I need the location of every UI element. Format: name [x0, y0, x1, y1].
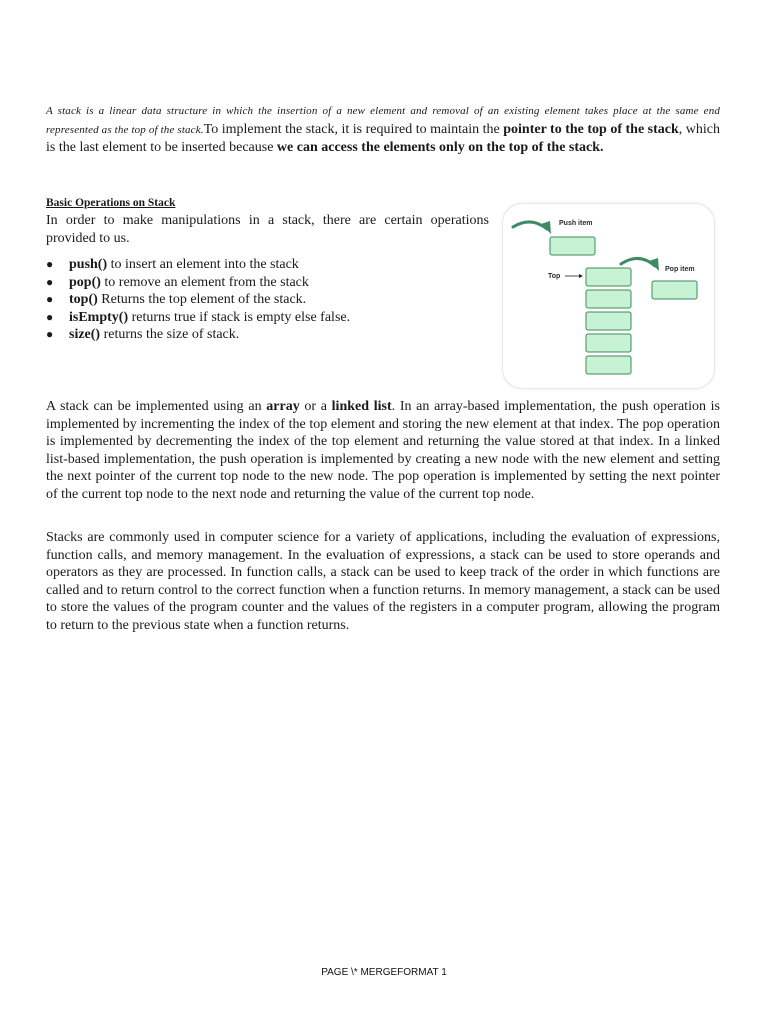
list-item [46, 326, 486, 344]
bullet-icon: ● [46, 327, 54, 341]
implementation-paragraph [46, 398, 720, 503]
stack-diagram-svg [503, 204, 714, 388]
operation-desc: to insert an element into the stack [107, 257, 299, 272]
bullet-icon: ● [46, 274, 54, 289]
bullet-icon: ● [46, 292, 54, 306]
push-item-label: Push item [559, 220, 593, 227]
stack-diagram [502, 203, 715, 389]
intro-paragraph [46, 102, 720, 157]
impl-text-3: . In an array-based implementation, the push operation is implemented by incrementing the index of the top element and storing the new element at that index. The pop operation is implemented by decrementing the index of the top element and returning the value stored at that index. In a linked list-based implementation, the push operation is implemented by creating a new node with the new element and setting the next pointer of the current top node to the new node. The pop operation is implemented by setting the next pointer of the current top node to the next node and returning the value of the current top node. [46, 399, 720, 502]
stack-element-box [586, 268, 631, 286]
operations-intro: In order to make manipulations in a stack, there are certain operations provided to us. [46, 213, 489, 246]
stack-element-box [586, 290, 631, 308]
list-item [46, 291, 486, 309]
operation-name: size() [69, 327, 101, 342]
pop-item-label: Pop item [665, 266, 695, 273]
operation-desc: to remove an element from the stack [100, 274, 309, 290]
top-label: Top [548, 273, 561, 280]
stack-element-box [586, 312, 631, 330]
operation-name: pop() [69, 274, 101, 290]
operation-name: top() [69, 292, 98, 307]
impl-text-1: A stack can be implemented using an [46, 399, 267, 414]
bullet-icon: ● [46, 257, 54, 271]
intro-text-2: , which is the last element to be inserted because [46, 121, 720, 155]
intro-bold-2: we can access the elements only on the top of the stack. [276, 140, 604, 155]
list-item [46, 309, 486, 327]
operation-desc: Returns the top element of the stack. [97, 292, 307, 307]
intro-bold-1: pointer to the top of the stack [503, 121, 679, 137]
pop-arrow-icon [621, 258, 655, 266]
list-item [46, 274, 486, 292]
document-page [46, 0, 720, 1024]
intro-italic-lead: A stack is a linear data structure in which the insertion of a new element and removal of an existing element takes place at the same end represented as the top of the stack. [46, 105, 720, 136]
applications-paragraph: Stacks are commonly used in computer science for a variety of applications, including the evaluation of expressions, function calls, and memory management. In the evaluation of expressions, a stack can be used to store operands and operators as they are processed. In function calls, a stack can be used to keep track of the order in which functions are called and to return control to the correct function when a function returns. In memory management, a stack can be used to store the values of the program counter and the values of the registers in a computer program, allowing the program to return to the previous state when a function returns. [46, 530, 720, 633]
intro-text-1: To implement the stack, it is required to maintain the [203, 121, 504, 137]
push-item-box [550, 237, 595, 255]
page-footer: PAGE \* MERGEFORMAT 1 [321, 967, 447, 978]
operations-heading: Basic Operations on Stack [46, 197, 176, 209]
list-item [46, 256, 486, 274]
impl-bold-array: array [266, 399, 300, 414]
pop-arrowhead-icon [649, 258, 659, 271]
operation-desc: returns true if stack is empty else false. [128, 309, 351, 325]
stack-element-box [586, 334, 631, 352]
push-arrow-icon [513, 222, 547, 229]
operations-list [46, 256, 486, 344]
pop-item-box [652, 281, 697, 299]
stack-boxes [586, 268, 631, 374]
bullet-icon: ● [46, 309, 54, 324]
impl-bold-linked-list: linked list [331, 399, 392, 414]
top-pointer-arrowhead-icon [579, 274, 583, 278]
impl-text-2: or a [299, 399, 332, 414]
operation-name: push() [69, 257, 108, 272]
operation-desc: returns the size of stack. [100, 327, 240, 342]
stack-element-box [586, 356, 631, 374]
operation-name: isEmpty() [69, 309, 129, 325]
